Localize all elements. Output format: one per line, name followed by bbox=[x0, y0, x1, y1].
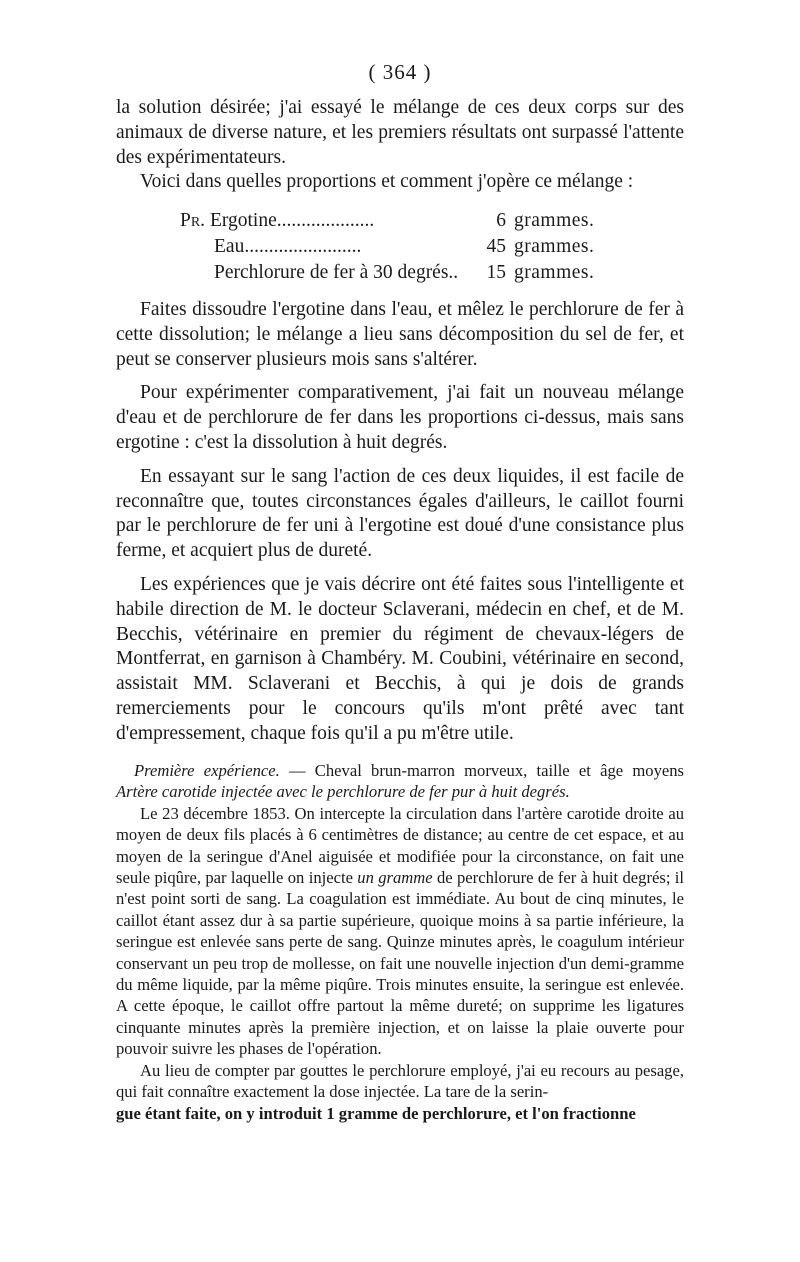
paragraph: la solution désirée; j'ai essayé le mélange de ces deux corps sur des animaux de diverse nature, et les premiers résultats ont surpassé l'attente des expérimentateurs. bbox=[116, 97, 684, 168]
paragraph: Voici dans quelles proportions et comment j'opère ce mélange : bbox=[140, 171, 634, 193]
paragraph: En essayant sur le sang l'action de ces deux liquides, il est facile de reconnaître que, toutes circonstances égales d'ailleurs, le caillot fourni par le perchlorure de fer uni à l'ergotine est doué d'une consistance plus ferme, et acquiert plus de dureté. bbox=[116, 465, 684, 562]
paragraph: Pour expérimenter comparativement, j'ai fait un nouveau mélange d'eau et de perchlorure de fer dans les proportions ci-dessus, mais sans ergotine : c'est la dissolution à huit degrés. bbox=[116, 382, 684, 453]
recipe-unit: grammes. bbox=[514, 236, 595, 257]
recipe-quantity: 6 bbox=[496, 210, 506, 231]
experiment-paragraph: Au lieu de compter par gouttes le perchlorure employé, j'ai eu recours au pesage, qui fait connaître exactement la dose injectée. La tare de la serin- bbox=[116, 1060, 684, 1102]
main-text bbox=[116, 96, 684, 195]
recipe-unit: grammes. bbox=[514, 262, 595, 283]
recipe-ingredient: Eau........................ bbox=[214, 236, 362, 257]
recipe-row bbox=[180, 234, 620, 260]
recipe-prefix: Pr. bbox=[180, 210, 206, 231]
paragraph: Les expériences que je vais décrire ont été faites sous l'intelligente et habile direction de M. le docteur Sclaverani, médecin en chef, et de M. Becchis, vétérinaire en premier du régiment de chevaux-légers de Montferrat, en garnison à Chambéry. M. Coubini, vétérinaire en second, assistait MM. Sclaverani et Becchis, à qui je dois de grands remerciements pour le concours qu'ils m'ont prêté avec tant d'empressement, chaque fois qu'il a pu m'être utile. bbox=[116, 573, 684, 744]
experiment-header bbox=[116, 760, 684, 803]
recipe-unit: grammes. bbox=[514, 210, 595, 231]
recipe-quantity: 45 bbox=[486, 236, 506, 257]
experiment-section bbox=[116, 760, 684, 1124]
experiment-heading: Première expérience. bbox=[134, 761, 280, 780]
experiment-subtitle: Artère carotide injectée avec le perchlorure de fer pur à huit degrés. bbox=[116, 782, 570, 802]
experiment-intro: — Cheval brun-marron morveux, taille et âge moyens bbox=[279, 761, 684, 780]
page-number: ( 364 ) bbox=[368, 60, 432, 84]
recipe-row bbox=[180, 208, 620, 234]
recipe-ingredient: Perchlorure de fer à 30 degrés.. bbox=[214, 262, 459, 283]
experiment-last-line: gue étant faite, on y introduit 1 gramme de perchlorure, et l'on fractionne bbox=[116, 1103, 636, 1123]
experiment-paragraph: Le 23 décembre 1853. On intercepte la circulation dans l'artère carotide droite au moyen de deux fils placés à 6 centimètres de distance; au centre de cet espace, et au moyen de la seringue d'Anel aiguisée et modifiée pour la circonstance, on fait une seule piqûre, par laquelle on injecte un gramme de perchlorure de fer à huit degrés; il n'est point sorti de sang. La coagulation est immédiate. Au bout de cinq minutes, le caillot étant assez dur à sa partie supérieure, quoique moins à sa partie inférieure, la seringue est enlevée sans perte de sang. Quinze minutes après, le coagulum intérieur conservant un peu trop de mollesse, on fait une nouvelle injection d'un demi-gramme du même liquide, par la même piqûre. Trois minutes ensuite, la seringue est enlevée. A cette époque, le caillot offre partout la même dureté; on supprime les ligatures cinquante minutes après la première injection, et on laisse la plaie ouverte pour pouvoir suivre les phases de l'opération. bbox=[116, 803, 684, 1059]
main-text-continued bbox=[116, 298, 684, 747]
paragraph: Faites dissoudre l'ergotine dans l'eau, et mêlez le perchlorure de fer à cette dissolution; le mélange a lieu sans décomposition du sel de fer, et peut se conserver plusieurs mois sans s'altérer. bbox=[116, 299, 684, 370]
recipe-quantity: 15 bbox=[486, 262, 506, 283]
recipe-row bbox=[180, 260, 620, 286]
recipe-ingredient: Ergotine.................... bbox=[209, 210, 375, 231]
recipe-formula bbox=[180, 208, 620, 286]
